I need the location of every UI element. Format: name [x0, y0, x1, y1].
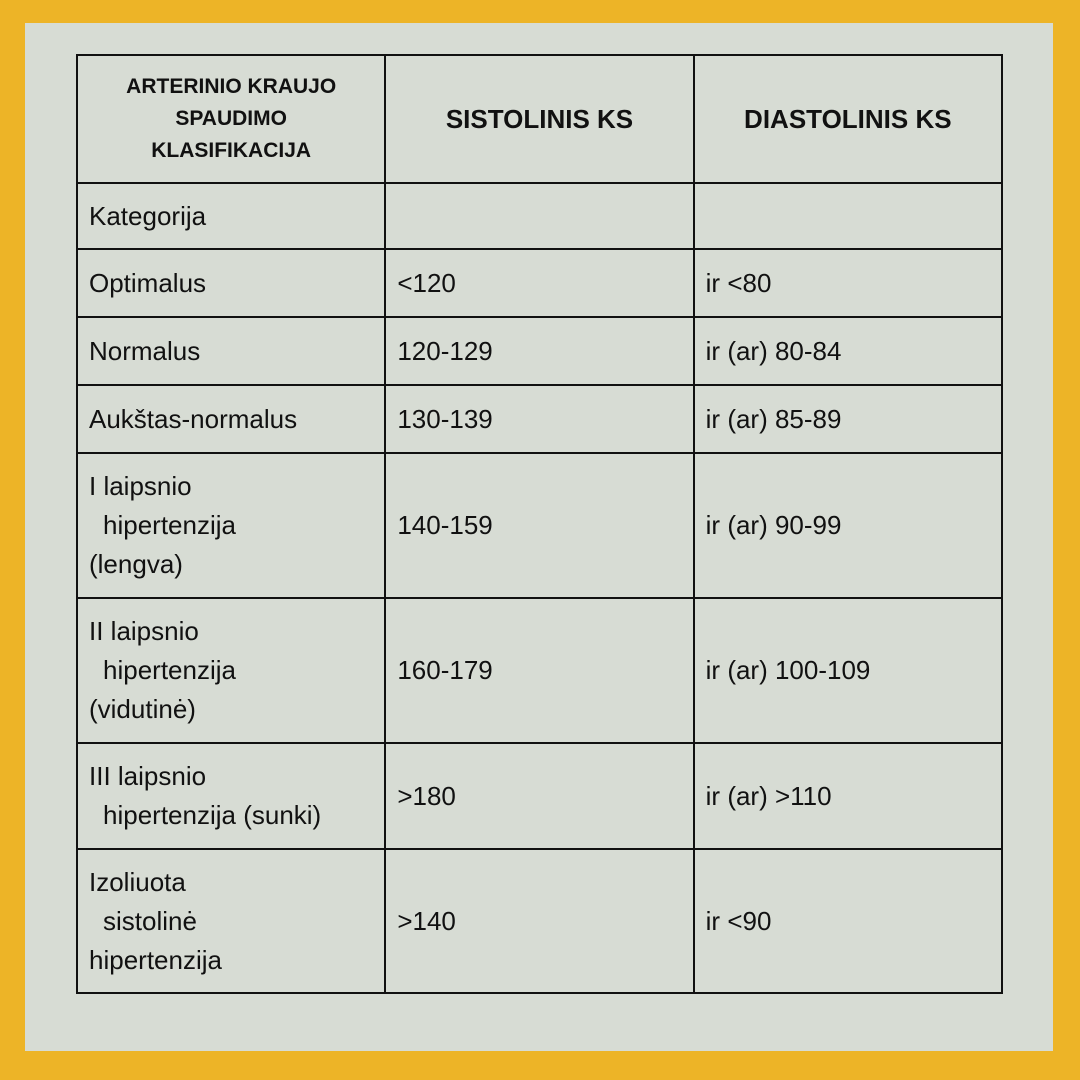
category-line: hipertenzija: [103, 510, 236, 540]
systolic-cell: >180: [385, 743, 693, 849]
blood-pressure-table: [76, 54, 1003, 994]
diastolic-cell: ir (ar) 90-99: [694, 453, 1002, 598]
header-classification-line: ARTERINIO KRAUJO: [126, 75, 337, 98]
category-cell: [77, 849, 385, 993]
diastolic-cell: ir (ar) 100-109: [694, 598, 1002, 743]
header-classification-line: KLASIFIKACIJA: [151, 139, 312, 162]
diastolic-cell: ir (ar) 85-89: [694, 385, 1002, 453]
table-row: [77, 385, 1002, 453]
category-cell: [77, 183, 385, 249]
category-cell: [77, 598, 385, 743]
systolic-cell: 160-179: [385, 598, 693, 743]
category-line: Kategorija: [89, 200, 207, 231]
category-line: (vidutinė): [89, 694, 196, 724]
systolic-cell: >140: [385, 849, 693, 993]
diastolic-cell: ir (ar) 80-84: [694, 317, 1002, 385]
table-row: [77, 849, 1002, 993]
category-line: Optimalus: [89, 267, 207, 298]
category-line: (lengva): [89, 549, 183, 579]
diastolic-cell: ir <90: [694, 849, 1002, 993]
systolic-cell: 120-129: [385, 317, 693, 385]
table-row: [77, 183, 1002, 249]
category-line: III laipsnio: [89, 761, 207, 791]
category-line: Aukštas-normalus: [89, 403, 298, 434]
systolic-cell: 140-159: [385, 453, 693, 598]
category-line: hipertenzija: [89, 944, 222, 975]
category-line: hipertenzija (sunki): [103, 800, 322, 830]
category-cell: [77, 317, 385, 385]
table-row: [77, 249, 1002, 317]
category-line: I laipsnio: [89, 471, 192, 501]
category-line: Izoliuota: [89, 866, 186, 897]
header-classification: [77, 55, 385, 183]
header-systolic: SISTOLINIS KS: [385, 55, 693, 183]
diastolic-cell: [694, 183, 1002, 249]
table-header-row: [77, 55, 1002, 183]
table-row: [77, 743, 1002, 849]
diastolic-cell: ir (ar) >110: [694, 743, 1002, 849]
category-cell: [77, 249, 385, 317]
background-panel: [25, 23, 1053, 1051]
table-row: [77, 598, 1002, 743]
category-line: Normalus: [89, 335, 201, 366]
systolic-cell: 130-139: [385, 385, 693, 453]
header-diastolic: DIASTOLINIS KS: [694, 55, 1002, 183]
systolic-cell: <120: [385, 249, 693, 317]
table-row: [77, 453, 1002, 598]
category-line: II laipsnio: [89, 616, 199, 646]
category-cell: [77, 743, 385, 849]
header-classification-line: SPAUDIMO: [175, 107, 287, 130]
table-row: [77, 317, 1002, 385]
category-line: sistolinė: [103, 905, 197, 936]
systolic-cell: [385, 183, 693, 249]
category-cell: [77, 385, 385, 453]
category-cell: [77, 453, 385, 598]
category-line: hipertenzija: [103, 655, 236, 685]
diastolic-cell: ir <80: [694, 249, 1002, 317]
